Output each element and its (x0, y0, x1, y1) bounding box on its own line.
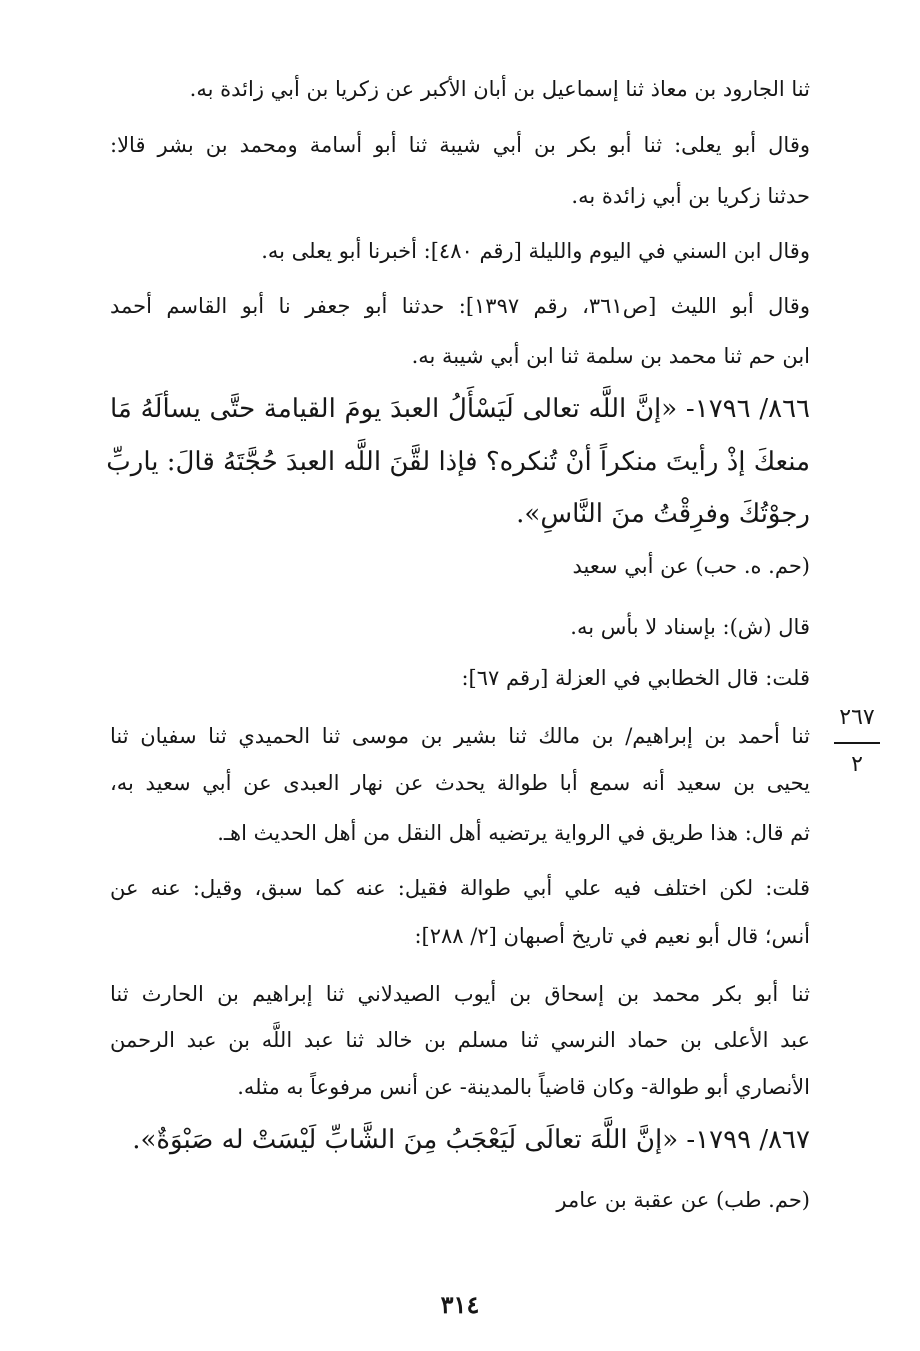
text-line-1: ثنا الجارود بن معاذ ثنا إسماعيل بن أبان الأكبر عن زكريا بن أبي زائدة به. (189, 77, 810, 101)
page-number: ٣١٤ (440, 1290, 480, 1319)
margin-rule (834, 742, 880, 744)
qultu-line-1: قلت: قال الخطابي في العزلة [رقم ٦٧]: (461, 666, 810, 690)
hadith-866-line-3: رجوْتُكَ وفرِقْتُ منَ النَّاسِ». (516, 499, 810, 529)
text-line-3: حدثنا زكريا بن أبي زائدة به. (571, 184, 810, 208)
qultu-line-3: أنس؛ قال أبو نعيم في تاريخ أصبهان [٢/ ٢٨٨]: (414, 924, 810, 948)
isnad-line-3: ثم قال: هذا طريق في الرواية يرتضيه أهل النقل من أهل الحديث اهـ. (217, 821, 810, 845)
isnad-line-2: يحيى بن سعيد أنه سمع أبا طوالة يحدث عن نهار العبدى عن أبي سعيد به، (110, 771, 810, 795)
margin-note-top: ٢٦٧ (839, 705, 875, 730)
margin-note-bottom: ٢ (851, 752, 863, 777)
qultu-line-2: قلت: لكن اختلف فيه علي أبي طوالة فقيل: عنه كما سبق، وقيل: عنه عن (110, 876, 810, 900)
text-line-5: وقال أبو الليث [ص٣٦١، رقم ١٣٩٧]: حدثنا أبو جعفر نا أبو القاسم أحمد (110, 294, 810, 318)
isnad2-line-1: ثنا أبو بكر محمد بن إسحاق بن أيوب الصيدلاني ثنا إبراهيم بن الحارث ثنا (110, 982, 810, 1006)
attribution-866: (حم. ه. حب) عن أبي سعيد (572, 554, 810, 578)
hadith-866-line-1: ٨٦٦/ ١٧٩٦- «إنَّ اللَّه تعالى لَيَسْأَلُ العبدَ يومَ القيامة حتَّى يسألَهُ مَا (110, 394, 811, 424)
text-line-6: ابن حم ثنا محمد بن سلمة ثنا ابن أبي شيبة به. (411, 344, 810, 368)
isnad2-line-2: عبد الأعلى بن حماد النرسي ثنا مسلم بن خالد ثنا عبد اللَّه بن عبد الرحمن (110, 1028, 810, 1052)
hadith-867: ٨٦٧/ ١٧٩٩- «إنَّ اللَّهَ تعالَى لَيَعْجَبُ مِنَ الشَّابِّ لَيْسَتْ له صَبْوَةٌ». (132, 1125, 810, 1155)
isnad-line-1: ثنا أحمد بن إبراهيم/ بن مالك ثنا بشير بن موسى ثنا الحميدي ثنا سفيان ثنا (110, 724, 810, 748)
isnad2-line-3: الأنصاري أبو طوالة- وكان قاضياً بالمدينة- عن أنس مرفوعاً به مثله. (237, 1075, 810, 1099)
text-line-sh: قال (ش): بإسناد لا بأس به. (570, 615, 810, 639)
text-line-2: وقال أبو يعلى: ثنا أبو بكر بن أبي شيبة ثنا أبو أسامة ومحمد بن بشر قالا: (110, 133, 810, 157)
attribution-867: (حم. طب) عن عقبة بن عامر (556, 1188, 810, 1212)
text-line-4: وقال ابن السني في اليوم والليلة [رقم ٤٨٠]: أخبرنا أبو يعلى به. (261, 239, 810, 263)
hadith-866-line-2: منعكَ إذْ رأيتَ منكراً أنْ تُنكره؟ فإذا لقَّنَ اللَّه العبدَ حُجَّتَهُ قالَ: ياربِّ (106, 447, 810, 477)
